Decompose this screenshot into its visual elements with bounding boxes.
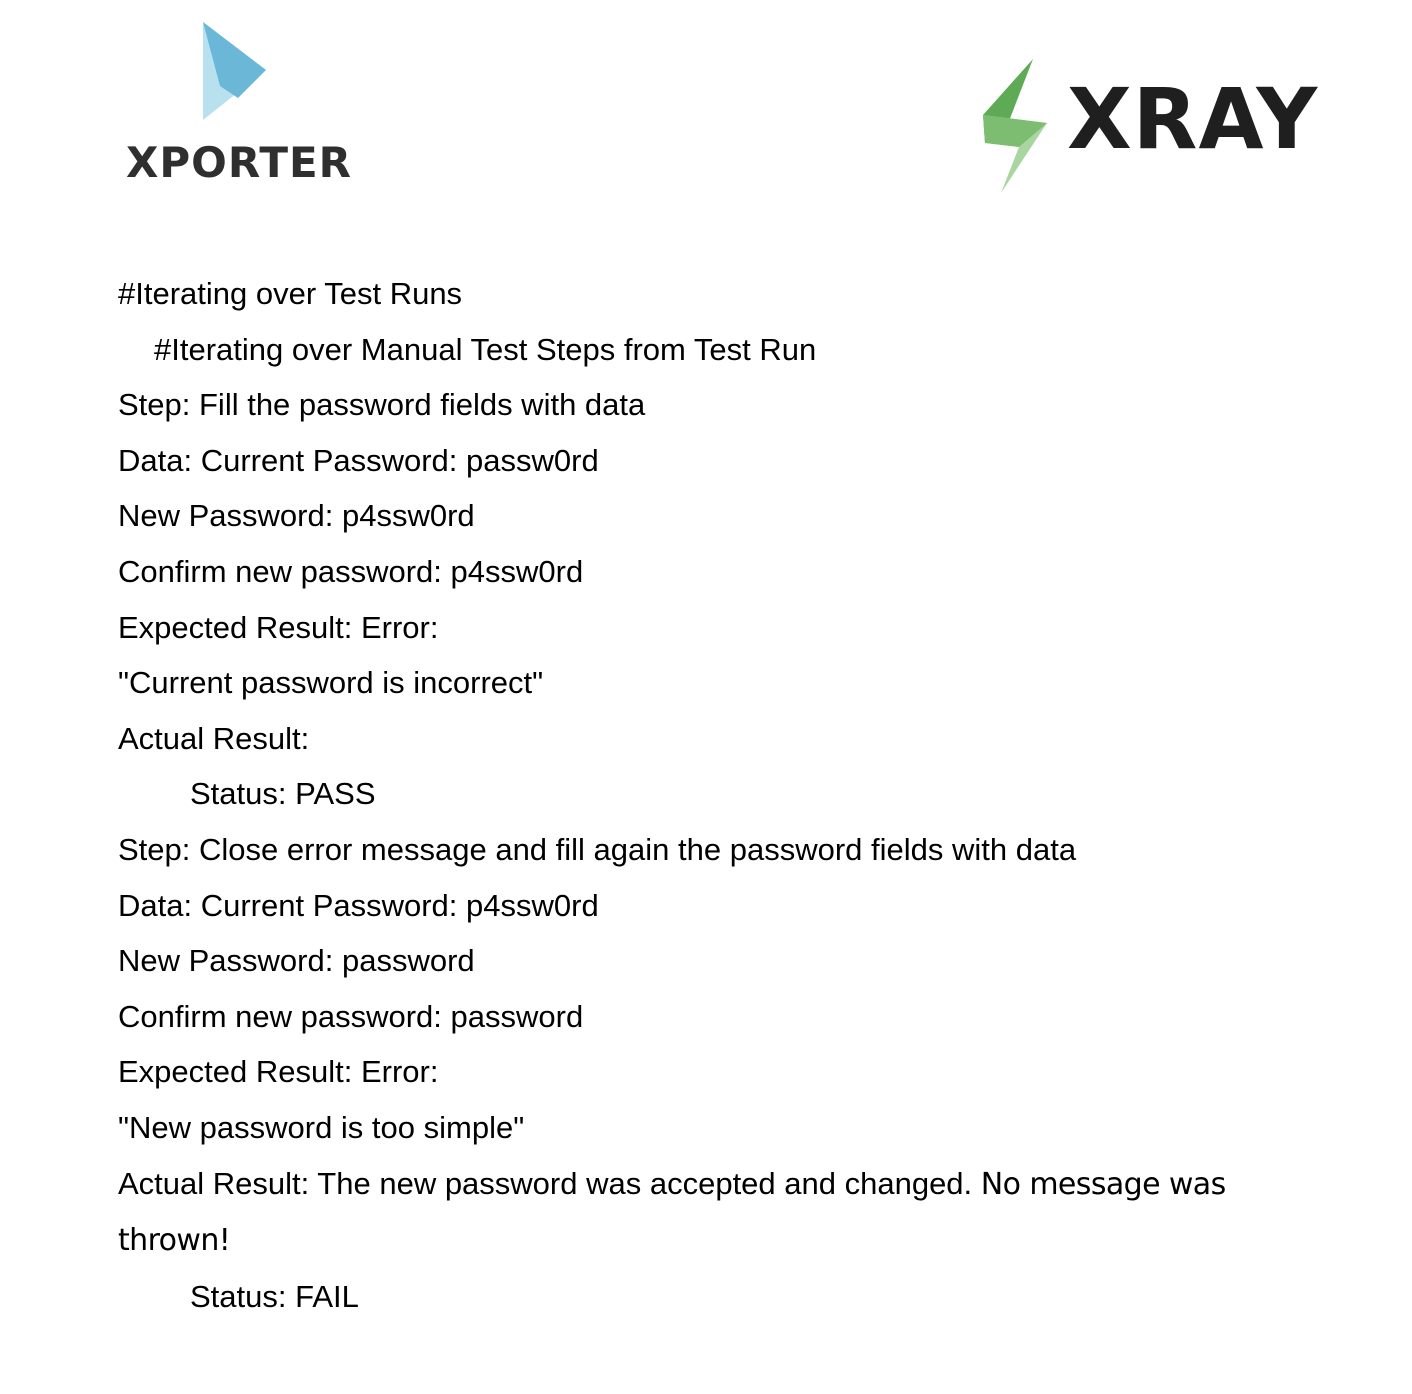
step-1-action: Step: Fill the password fields with data (118, 387, 646, 423)
test-steps-comment: #Iterating over Manual Test Steps from Test Run (154, 331, 817, 367)
xporter-arrow-icon (198, 20, 268, 122)
step-2-expected-message: "New password is too simple" (118, 1109, 525, 1145)
document-header (0, 0, 1412, 230)
xporter-logo (120, 18, 353, 198)
step-1-expected-message: "Current password is incorrect" (118, 665, 544, 701)
step-2-actual-result-emphasis: No message was thrown! (118, 1166, 1226, 1259)
xray-logo (975, 55, 1325, 200)
step-2-data-new-password: New Password: password (118, 943, 475, 979)
step-2-data: Data: Current Password: p4ssw0rd (118, 887, 599, 923)
step-1-data-new-password: New Password: p4ssw0rd (118, 498, 475, 534)
xporter-wordmark: XPORTER (126, 138, 353, 187)
step-2-action: Step: Close error message and fill again the password fields with data (118, 831, 1077, 867)
test-run-report (118, 266, 1298, 1324)
step-1-status: Status: PASS (190, 776, 376, 812)
xray-wordmark: XRAY (1067, 70, 1319, 168)
xray-bolt-icon (979, 59, 1049, 195)
step-2-actual-result (118, 1156, 1278, 1269)
step-2-data-confirm-password: Confirm new password: password (118, 998, 584, 1034)
step-2-status: Status: FAIL (190, 1278, 359, 1314)
step-1-data-confirm-password: Confirm new password: p4ssw0rd (118, 553, 584, 589)
step-2-expected-result: Expected Result: Error: (118, 1054, 439, 1090)
step-1-data: Data: Current Password: passw0rd (118, 442, 599, 478)
test-runs-comment: #Iterating over Test Runs (118, 276, 463, 311)
step-1-actual-result: Actual Result: (118, 720, 310, 756)
step-1-expected-result: Expected Result: Error: (118, 609, 439, 645)
step-2-actual-result-text: Actual Result: The new password was accepted and changed. (118, 1165, 981, 1201)
